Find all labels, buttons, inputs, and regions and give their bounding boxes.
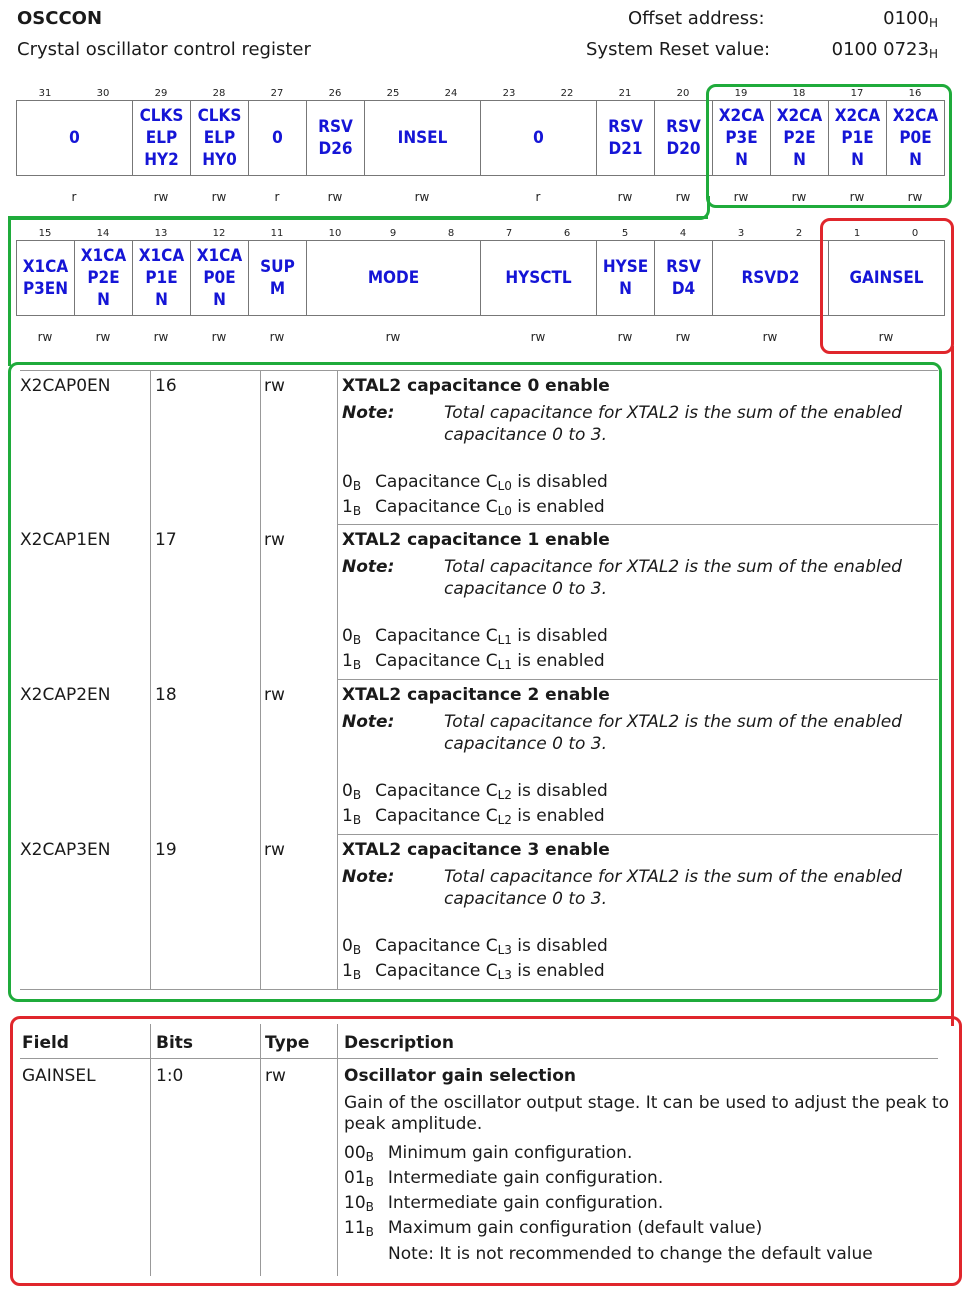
register-field-cell [132,100,191,176]
value-base: B [352,813,362,827]
value-text-post: is enabled [511,497,605,517]
bit-number: 17 [850,88,864,99]
bit-number: 27 [270,88,284,99]
register-field-access: rw [907,190,923,204]
table-rule [150,1024,151,1276]
register-field-cell [16,240,75,316]
gain-value-row [344,1193,663,1214]
register-field-access: rw [733,190,749,204]
value-code: 1 [342,806,353,826]
register-field-access: r [274,190,280,204]
note-key: Note: [342,403,395,423]
register-field-access: rw [37,330,53,344]
register-field-access: rw [269,330,285,344]
gain-desc: Maximum gain configuration (default value) [387,1218,763,1238]
value-text-post: is enabled [511,651,605,671]
value-text: Capacitance C [375,651,498,671]
bit-number: 4 [679,228,687,239]
bit-number: 13 [154,228,168,239]
gain-value-row [344,1218,762,1239]
bit-number: 24 [444,88,458,99]
gain-code-base: B [365,1150,374,1164]
register-field-access: rw [95,330,111,344]
bit-number: 16 [908,88,922,99]
table-rule [150,370,151,990]
bit-number: 14 [96,228,110,239]
register-field-name: RSV D4 [666,257,701,299]
register-field-name: RSV D26 [318,117,353,159]
note-line-1: Total capacitance for XTAL2 is the sum of the enabled [444,403,902,423]
value-row [342,626,608,647]
bit-number: 9 [389,228,397,239]
value-base: B [352,943,362,957]
value-code: 0 [342,472,353,492]
bit-number: 22 [560,88,574,99]
note-line-2: capacitance 0 to 3. [444,889,608,909]
bit-number: 18 [792,88,806,99]
table-rule [20,989,938,990]
register-field-name: RSV D21 [608,117,643,159]
register-field-name: X1CA P3EN [22,257,69,299]
value-row [342,936,608,957]
bit-number: 10 [328,228,342,239]
gainsel-title: Oscillator gain selection [344,1066,577,1086]
bit-number: 6 [563,228,571,239]
bit-number: 11 [270,228,284,239]
register-field-name: 0 [272,128,283,148]
register-field-cell [306,240,481,316]
reset-value-label: System Reset value: [586,39,771,60]
bit-number: 15 [38,228,52,239]
register-field-access: rw [530,330,546,344]
register-field-name: RSV D20 [666,117,701,159]
value-text: Capacitance C [375,497,498,517]
field-type: rw [264,685,285,705]
register-field-name: X2CA P0E N [892,106,939,170]
bit-number: 25 [386,88,400,99]
bit-number: 2 [795,228,803,239]
bit-number: 29 [154,88,168,99]
register-field-access: r [71,190,77,204]
bit-number: 12 [212,228,226,239]
register-field-name: HYSE N [602,257,649,299]
register-field-name: MODE [367,268,420,288]
value-cap-sub: L0 [497,504,512,518]
register-field-name: INSEL [397,128,448,148]
value-text-post: is disabled [511,781,608,801]
value-base: B [352,788,362,802]
highlight-green-upper [706,84,952,208]
note-line-1: Total capacitance for XTAL2 is the sum of the enabled [444,557,902,577]
gain-code: 11 [344,1218,366,1238]
register-field-access: rw [414,190,430,204]
value-code: 1 [342,961,353,981]
note-line-1: Total capacitance for XTAL2 is the sum of the enabled [444,867,902,887]
register-field-name: X1CA P1E N [138,246,185,310]
value-code: 1 [342,651,353,671]
gainsel-desc-line2: peak amplitude. [344,1114,483,1134]
register-field-cell [248,240,307,316]
header-field: Field [22,1033,69,1053]
field-bits: 17 [155,530,177,550]
register-field-cell [596,100,655,176]
gain-value-row [344,1143,632,1164]
value-text-post: is enabled [511,806,605,826]
value-text: Capacitance C [375,781,498,801]
register-field-name: GAINSEL [849,268,924,288]
table-rule [20,1058,938,1059]
table-rule [337,679,938,680]
value-base: B [352,479,362,493]
field-title: XTAL2 capacitance 0 enable [342,376,610,396]
value-base: B [352,968,362,982]
register-field-access: rw [675,190,691,204]
value-code: 0 [342,626,353,646]
register-field-cell [596,240,655,316]
value-cap-sub: L1 [497,633,512,647]
gain-code: 00 [344,1143,366,1163]
register-field-access: rw [153,190,169,204]
header-description: Description [344,1033,454,1053]
register-field-access: rw [153,330,169,344]
value-text-post: is disabled [511,936,608,956]
table-rule [260,1024,261,1276]
value-row [342,651,605,672]
register-field-cell [654,100,713,176]
value-code: 0 [342,936,353,956]
note-line-1: Total capacitance for XTAL2 is the sum of the enabled [444,712,902,732]
value-cap-sub: L3 [497,943,512,957]
bit-number: 8 [447,228,455,239]
register-field-cell [480,240,597,316]
field-title: XTAL2 capacitance 3 enable [342,840,610,860]
note-key: Note: [342,712,395,732]
value-cap-sub: L0 [497,479,512,493]
field-name: X2CAP2EN [20,685,111,705]
register-field-cell [654,240,713,316]
value-row [342,472,608,493]
value-row [342,781,608,802]
register-field-access: rw [791,190,807,204]
register-field-access: rw [211,190,227,204]
value-text-post: is enabled [511,961,605,981]
field-name: X2CAP1EN [20,530,111,550]
bit-number: 30 [96,88,110,99]
note-line-2: capacitance 0 to 3. [444,734,608,754]
register-field-access: rw [878,330,894,344]
bit-number: 21 [618,88,632,99]
register-field-name: SUP M [260,257,295,299]
register-field-access: rw [617,330,633,344]
bit-number: 20 [676,88,690,99]
register-field-name: RSVD2 [741,268,800,288]
bit-number: 7 [505,228,513,239]
field-bits: 16 [155,376,177,396]
register-field-cell [364,100,481,176]
register-field-name: X1CA P2E N [80,246,127,310]
register-field-name: X2CA P2E N [776,106,823,170]
gain-desc: Minimum gain configuration. [387,1143,633,1163]
value-text: Capacitance C [375,936,498,956]
bit-number: 31 [38,88,52,99]
value-cap-sub: L3 [497,968,512,982]
bit-number: 28 [212,88,226,99]
highlight-red-gainsel [820,218,954,354]
gain-desc: Intermediate gain configuration. [387,1168,664,1188]
gainsel-type: rw [265,1066,286,1086]
field-name: X2CAP0EN [20,376,111,396]
register-field-name: X2CA P3E N [718,106,765,170]
reset-value: 0100 $0723_H$ [831,39,938,61]
register-field-access: rw [617,190,633,204]
highlight-green-bracket [8,196,710,220]
register-field-name: 0 [533,128,544,148]
value-text: Capacitance C [375,626,498,646]
bit-number: 3 [737,228,745,239]
register-field-access: rw [849,190,865,204]
bit-number: 5 [621,228,629,239]
register-field-name: CLKS ELP HY2 [139,106,184,170]
value-text-post: is disabled [511,472,608,492]
register-field-cell [132,240,191,316]
field-type: rw [264,376,285,396]
register-field-cell [190,100,249,176]
gain-code-base: B [365,1175,374,1189]
field-type: rw [264,840,285,860]
register-field-access: rw [211,330,227,344]
table-rule [337,834,938,835]
bit-number: 26 [328,88,342,99]
value-code: 1 [342,497,353,517]
field-bits: 18 [155,685,177,705]
register-field-access: rw [385,330,401,344]
register-field-access: rw [762,330,778,344]
register-field-cell [248,100,307,176]
value-base: B [352,633,362,647]
gainsel-field: GAINSEL [22,1066,96,1086]
value-text: Capacitance C [375,961,498,981]
offset-address-value: $0100_H$ [883,8,938,30]
gain-code-base: B [365,1200,374,1214]
header-type: Type [265,1033,310,1053]
gainsel-desc-line1: Gain of the oscillator output stage. It can be used to adjust the peak to [344,1093,950,1113]
register-field-cell [480,100,597,176]
field-bits: 19 [155,840,177,860]
register-field-name: HYSCTL [505,268,572,288]
note-line-2: capacitance 0 to 3. [444,579,608,599]
table-rule [20,370,938,371]
gain-code: 01 [344,1168,366,1188]
register-field-cell [74,240,133,316]
table-rule [260,370,261,990]
value-text-post: is disabled [511,626,608,646]
field-title: XTAL2 capacitance 2 enable [342,685,610,705]
gain-desc: Intermediate gain configuration. [387,1193,664,1213]
register-field-cell [712,240,829,316]
register-name: OSCCON [17,8,103,29]
gain-code: 10 [344,1193,366,1213]
field-type: rw [264,530,285,550]
register-field-cell [190,240,249,316]
value-code: 0 [342,781,353,801]
register-field-name: X1CA P0E N [196,246,243,310]
table-rule [337,1024,338,1276]
table-rule [337,524,938,525]
value-cap-sub: L2 [497,813,512,827]
note-key: Note: [342,867,395,887]
register-field-name: CLKS ELP HY0 [197,106,242,170]
value-text: Capacitance C [375,472,498,492]
table-rule [337,370,338,990]
gain-value-row [344,1168,663,1189]
offset-address-label: Offset address: [628,8,765,29]
gainsel-bits: 1:0 [156,1066,184,1086]
gain-code-base: B [365,1225,374,1239]
bit-number: 1 [853,228,861,239]
note-key: Note: [342,557,395,577]
register-field-name: 0 [69,128,80,148]
register-field-access: rw [675,330,691,344]
value-text: Capacitance C [375,806,498,826]
bit-number: 19 [734,88,748,99]
value-row [342,806,605,827]
value-row [342,961,605,982]
value-row [342,497,605,518]
register-field-cell [306,100,365,176]
bit-number: 0 [911,228,919,239]
value-cap-sub: L2 [497,788,512,802]
register-field-cell [16,100,133,176]
value-base: B [352,658,362,672]
highlight-red-connector [942,346,954,1026]
register-description: Crystal oscillator control register [17,39,311,60]
register-field-access: r [535,190,541,204]
field-name: X2CAP3EN [20,840,111,860]
highlight-green-lower-left [8,216,16,366]
register-field-name: X2CA P1E N [834,106,881,170]
value-cap-sub: L1 [497,658,512,672]
value-base: B [352,504,362,518]
header-bits: Bits [156,1033,194,1053]
register-field-access: rw [327,190,343,204]
note-line-2: capacitance 0 to 3. [444,425,608,445]
gainsel-extra-note: Note: It is not recommended to change the default value [388,1244,873,1264]
bit-number: 23 [502,88,516,99]
field-title: XTAL2 capacitance 1 enable [342,530,610,550]
